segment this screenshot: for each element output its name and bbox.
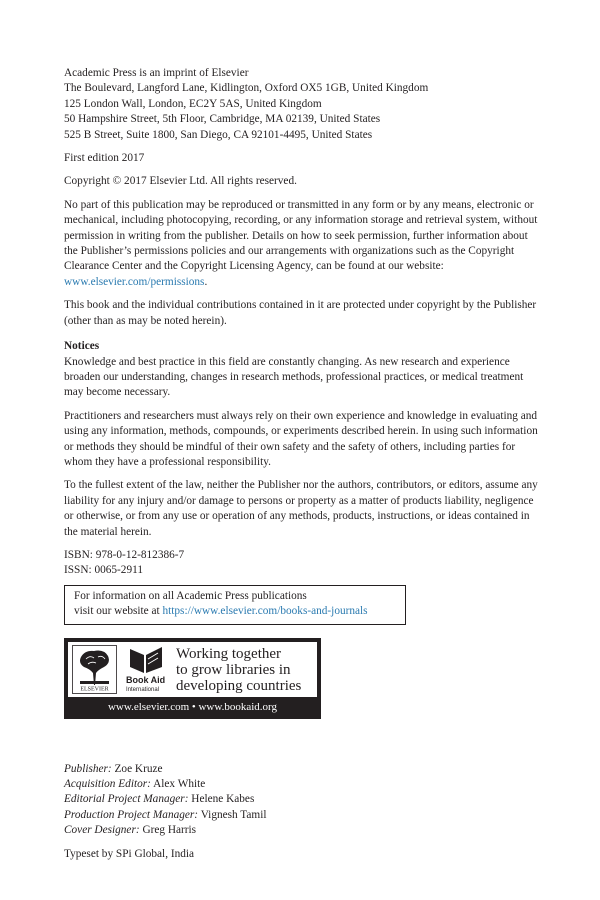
credit-name: Helene Kabes: [191, 793, 255, 806]
address-san-diego: 525 B Street, Suite 1800, San Diego, CA 92101-4495, United States: [64, 128, 373, 141]
elsevier-logo: [72, 645, 117, 694]
credit-role: Editorial Project Manager:: [64, 793, 189, 806]
tagline-line-1: Working together: [176, 645, 282, 662]
permissions-link[interactable]: www.elsevier.com/permissions: [64, 275, 205, 288]
publications-info-box: [64, 585, 406, 625]
credit-acquisition-editor: [64, 777, 544, 792]
credit-role: Cover Designer:: [64, 824, 140, 837]
notices-paragraph-3: To the fullest extent of the law, neither the Publisher nor the authors, contributors, or editors, assume any liability for any injury and/or damage to persons or property as a matter of products liability, negligence or otherwise, or from any use or operation of any methods, products, instructions, or ideas contained in the material herein.: [64, 479, 538, 538]
credit-publisher: [64, 762, 544, 777]
tagline-line-3: developing countries: [176, 677, 302, 694]
credit-name: Alex White: [153, 778, 206, 790]
permissions-text: No part of this publication may be reproduced or transmitted in any form or by any means, electronic or mechanical, including photocopying, recording, or any information storage and retrieval system, without permission in writing from the publisher. Details on how to seek permission, further information about the Publisher’s permissions policies and our arrangements with organizations such as the Copyright Clearance Center and the Copyright Licensing Agency, can be found at our website:: [64, 198, 538, 273]
notices-paragraph-2: Practitioners and researchers must always rely on their own experience and knowledge in evaluating and using any information, methods, compounds, or experiments described herein. In using such information or methods they should be mindful of their own safety and the safety of others, including parties for whom they have a professional responsibility.: [64, 409, 538, 468]
credit-role: Acquisition Editor:: [64, 778, 151, 790]
notices-heading: Notices: [64, 340, 100, 353]
banner-urls: www.elsevier.com • www.bookaid.org: [107, 700, 278, 713]
address-cambridge: 50 Hampshire Street, 5th Floor, Cambridge, MA 02139, United States: [64, 113, 381, 126]
imprint-line: Academic Press is an imprint of Elsevier: [64, 67, 249, 79]
tagline-line-2: to grow libraries in: [176, 661, 291, 678]
credit-name: Greg Harris: [142, 824, 197, 837]
credit-name: Vignesh Tamil: [200, 808, 267, 821]
notices-paragraph-1: Knowledge and best practice in this field are constantly changing. As new research and experience broaden our understanding, changes in research methods, professional practices, or medical treatment may become necessary.: [64, 355, 524, 399]
banner-tagline: [176, 646, 301, 694]
address-oxford: The Boulevard, Langford Lane, Kidlington, Oxford OX5 1GB, United Kingdom: [64, 82, 429, 95]
typeset-credit: Typeset by SPi Global, India: [64, 847, 195, 860]
isbn-block: [64, 548, 544, 579]
book-aid-logo: [124, 645, 170, 694]
copyright-page: [64, 66, 544, 862]
book-aid-banner: [64, 638, 321, 719]
publications-website-line: [74, 604, 405, 619]
credit-cover-designer: [64, 823, 544, 838]
credit-role: Production Project Manager:: [64, 808, 199, 821]
edition: First edition 2017: [64, 152, 145, 165]
imprint-block: [64, 66, 544, 143]
permissions-paragraph: [64, 198, 544, 290]
copyright-notice: Copyright © 2017 Elsevier Ltd. All rights reserved.: [64, 175, 297, 188]
publications-info-text: For information on all Academic Press publications: [74, 589, 307, 602]
contributions-paragraph: This book and the individual contributions contained in it are protected under copyright by the Publisher (other than as may be noted herein).: [64, 299, 537, 327]
issn: ISSN: 0065-2911: [64, 564, 143, 577]
credit-name: Zoe Kruze: [114, 762, 163, 775]
publications-website-prefix: visit our website at: [74, 605, 163, 618]
books-and-journals-link[interactable]: https://www.elsevier.com/books-and-journals: [162, 605, 368, 618]
credit-production-project-manager: [64, 808, 544, 823]
credits-block: [64, 762, 544, 839]
credit-role: Publisher:: [64, 762, 112, 775]
address-london: 125 London Wall, London, EC2Y 5AS, United Kingdom: [64, 97, 322, 110]
elsevier-wordmark: ELSEVIER: [80, 686, 109, 693]
book-aid-subtitle: International: [126, 686, 160, 693]
book-aid-wordmark: Book Aid: [126, 674, 166, 685]
permissions-period: .: [204, 275, 208, 288]
credit-editorial-project-manager: [64, 792, 544, 807]
banner-logo-panel: [68, 642, 317, 697]
isbn: ISBN: 978-0-12-812386-7: [64, 548, 185, 561]
